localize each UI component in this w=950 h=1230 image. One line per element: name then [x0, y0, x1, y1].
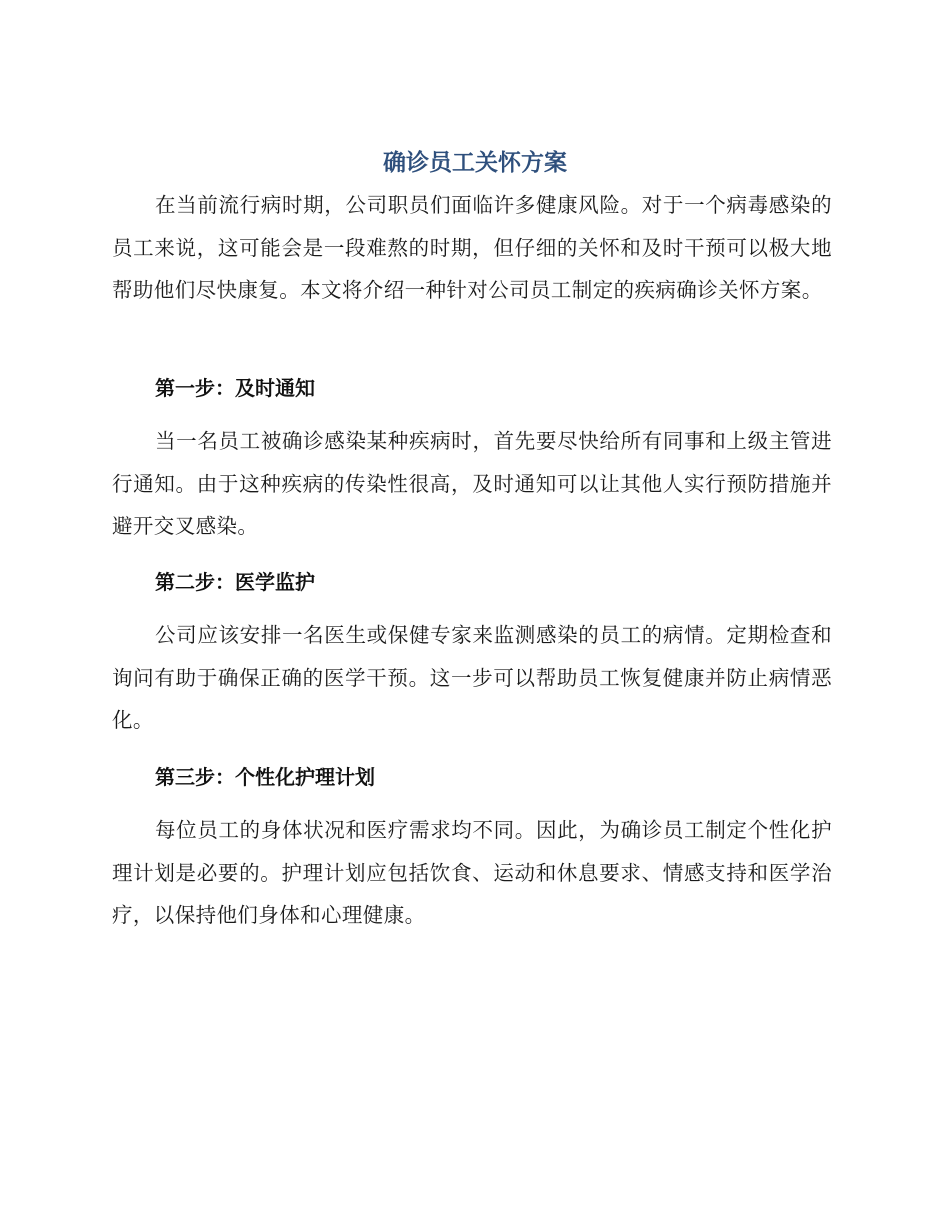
section-paragraph-step-3: 每位员工的身体状况和医疗需求均不同。因此，为确诊员工制定个性化护理计划是必要的。护理计划应包括饮食、运动和休息要求、情感支持和医学治疗，以保持他们身体和心理健康。	[112, 818, 832, 927]
section-heading-step-2: 第二步：医学监护	[155, 570, 315, 594]
section-paragraph-step-2: 公司应该安排一名医生或保健专家来监测感染的员工的病情。定期检查和询问有助于确保正确的医学干预。这一步可以帮助员工恢复健康并防止病情恶化。	[112, 623, 832, 732]
document-title: 确诊员工关怀方案	[383, 150, 567, 176]
section-paragraph-step-1: 当一名员工被确诊感染某种疾病时，首先要尽快给所有同事和上级主管进行通知。由于这种疾病的传染性很高，及时通知可以让其他人实行预防措施并避开交叉感染。	[112, 429, 832, 538]
intro-paragraph: 在当前流行病时期，公司职员们面临许多健康风险。对于一个病毒感染的员工来说，这可能会是一段难熬的时期，但仔细的关怀和及时干预可以极大地帮助他们尽快康复。本文将介绍一种针对公司员工制定的疾病确诊关怀方案。	[112, 193, 832, 302]
section-heading-step-3: 第三步：个性化护理计划	[155, 765, 375, 789]
section-heading-step-1: 第一步：及时通知	[155, 376, 315, 400]
